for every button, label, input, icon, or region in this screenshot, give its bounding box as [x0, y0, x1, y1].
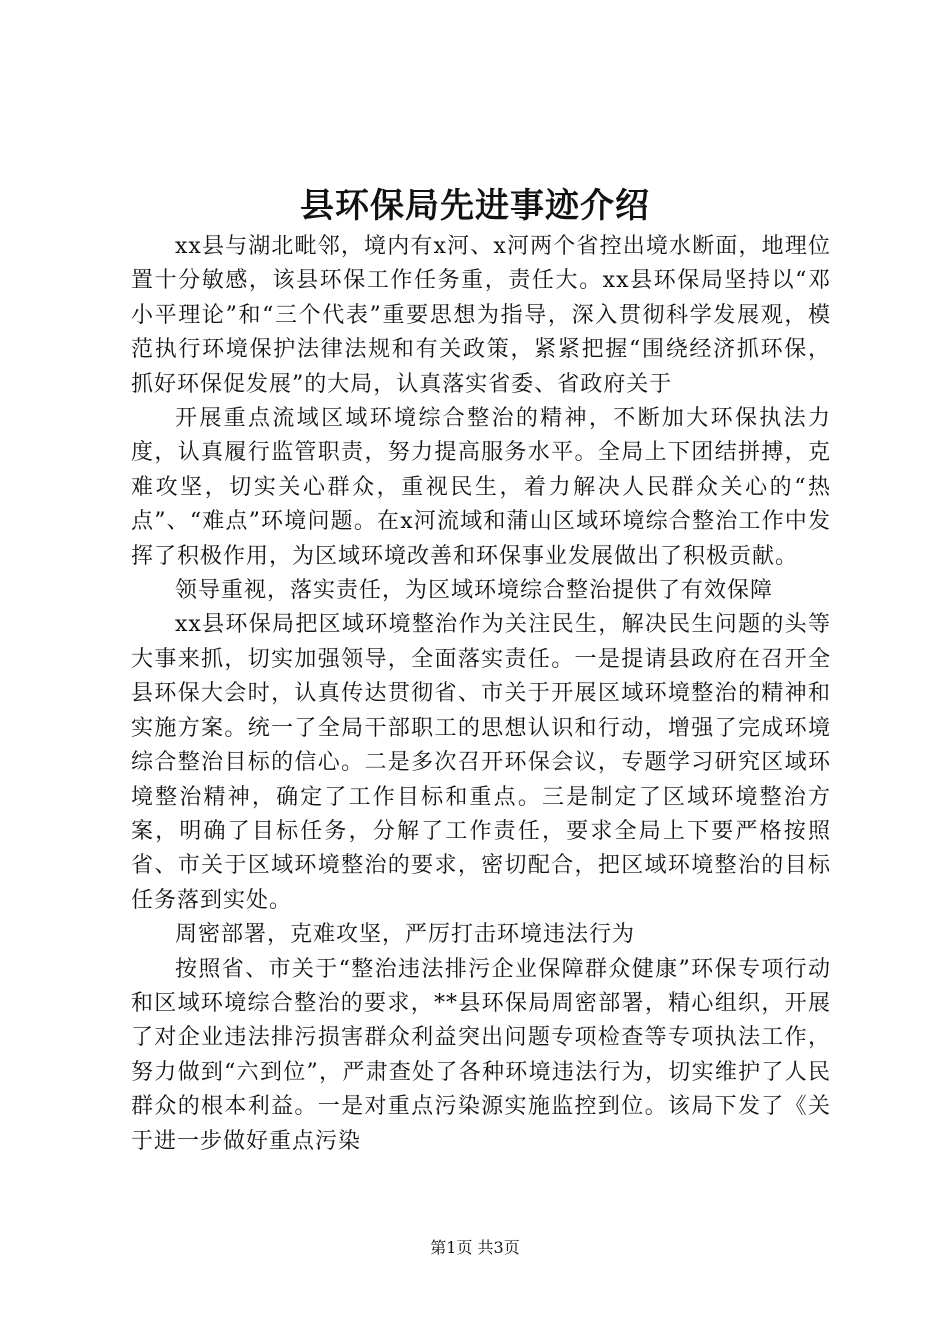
- section-heading: 周密部署，克难攻坚，严厉打击环境违法行为: [175, 922, 636, 948]
- document-title: 县环保局先进事迹介绍: [300, 186, 650, 226]
- paragraph: xx县与湖北毗邻，境内有x河、x河两个省控出境水断面，地理位置十分敏感，该县环保工作任务重，责任大。xx县环保局坚持以“邓小平理论”和“三个代表”重要思想为指导，深入贯彻科学发展观，模范执行环境保护法律法规和有关政策，紧紧把握“围绕经济抓环保，抓好环保促发展”的大局，认真落实省委、省政府关于: [131, 234, 831, 397]
- section-heading: 领导重视，落实责任，为区域环境综合整治提供了有效保障: [175, 578, 774, 604]
- document-body: [131, 230, 831, 1159]
- paragraph: 开展重点流域区域环境综合整治的精神，不断加大环保执法力度，认真履行监管职责，努力提高服务水平。全局上下团结拼搏，克难攻坚，切实关心群众，重视民生，着力解决人民群众关心的“热点”、“难点”环境问题。在x河流域和蒲山区域环境综合整治工作中发挥了积极作用，为区域环境改善和环保事业发展做出了积极贡献。: [131, 406, 831, 569]
- paragraph: 按照省、市关于“整治违法排污企业保障群众健康”环保专项行动和区域环境综合整治的要求，**县环保局周密部署，精心组织，开展了对企业违法排污损害群众利益突出问题专项检查等专项执法工作，努力做到“六到位”，严肃查处了各种环境违法行为，切实维护了人民群众的根本利益。一是对重点污染源实施监控到位。该局下发了《关于进一步做好重点污染: [131, 956, 831, 1154]
- paragraph: xx县环保局把区域环境整治作为关注民生，解决民生问题的头等大事来抓，切实加强领导，全面落实责任。一是提请县政府在召开全县环保大会时，认真传达贯彻省、市关于开展区域环境整治的精神和实施方案。统一了全局干部职工的思想认识和行动，增强了完成环境综合整治目标的信心。二是多次召开环保会议，专题学习研究区域环境整治精神，确定了工作目标和重点。三是制定了区域环境整治方案，明确了目标任务，分解了工作责任，要求全局上下要严格按照省、市关于区域环境整治的要求，密切配合，把区域环境整治的目标任务落到实处。: [131, 612, 831, 913]
- page-number: 第1页 共3页: [430, 1238, 520, 1257]
